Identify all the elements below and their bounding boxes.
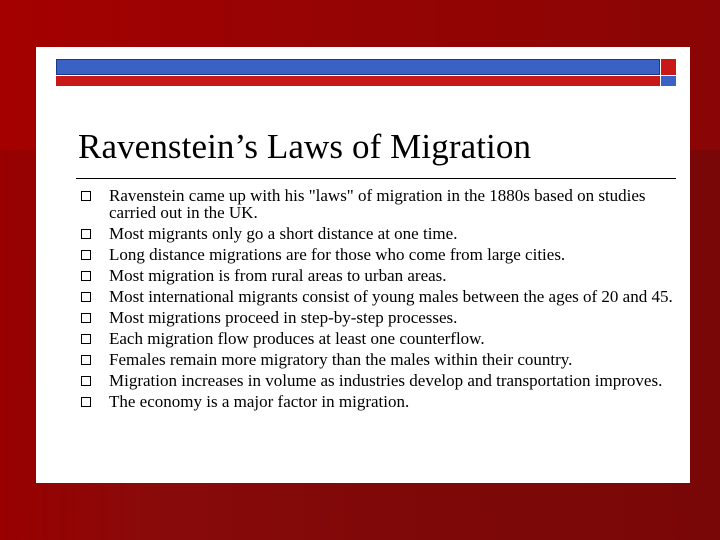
bullet-square-icon xyxy=(81,229,91,239)
header-square-red xyxy=(661,59,676,75)
bullet-text: Ravenstein came up with his "laws" of migration in the 1880s based on studies carried out in the UK. xyxy=(109,186,646,222)
bullet-text: Most international migrants consist of young males between the ages of 20 and 45. xyxy=(109,287,673,306)
bullet-text: Most migration is from rural areas to urban areas. xyxy=(109,266,447,285)
bullet-item xyxy=(76,309,676,326)
bullet-square-icon xyxy=(81,313,91,323)
bullet-item xyxy=(76,330,676,347)
bullet-square-icon xyxy=(81,376,91,386)
bullet-item xyxy=(76,372,676,389)
bullet-text: Each migration flow produces at least one counterflow. xyxy=(109,329,485,348)
bullet-item xyxy=(76,225,676,242)
bullet-text: The economy is a major factor in migration. xyxy=(109,392,410,411)
decorative-header-bars xyxy=(56,59,676,87)
bullet-list xyxy=(76,187,676,414)
bullet-square-icon xyxy=(81,292,91,302)
header-bar-blue xyxy=(56,59,660,75)
bullet-square-icon xyxy=(81,271,91,281)
bullet-text: Migration increases in volume as industries develop and transportation improves. xyxy=(109,371,663,390)
bullet-item xyxy=(76,288,676,305)
bullet-text: Most migrants only go a short distance at one time. xyxy=(109,224,458,243)
bullet-item xyxy=(76,267,676,284)
slide-title: Ravenstein’s Laws of Migration xyxy=(78,127,532,166)
bullet-text: Most migrations proceed in step-by-step processes. xyxy=(109,308,458,327)
bullet-square-icon xyxy=(81,397,91,407)
header-square-blue xyxy=(661,76,676,86)
title-divider xyxy=(76,178,676,179)
bullet-text: Long distance migrations are for those who come from large cities. xyxy=(109,245,566,264)
slide-canvas xyxy=(36,47,690,483)
bullet-item xyxy=(76,351,676,368)
bullet-square-icon xyxy=(81,250,91,260)
bullet-text: Females remain more migratory than the males within their country. xyxy=(109,350,573,369)
bullet-square-icon xyxy=(81,191,91,201)
bullet-item xyxy=(76,187,676,221)
header-bar-red xyxy=(56,76,660,86)
bullet-item xyxy=(76,246,676,263)
bullet-square-icon xyxy=(81,334,91,344)
bullet-square-icon xyxy=(81,355,91,365)
bullet-item xyxy=(76,393,676,410)
